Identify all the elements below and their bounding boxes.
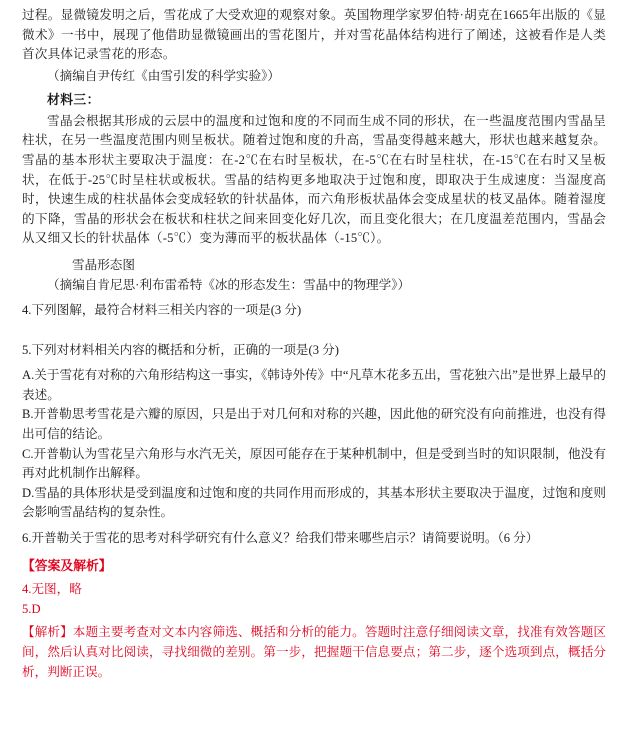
question-5-option-a: A.关于雪花有对称的六角形结构这一事实，《韩诗外传》中“凡草木花多五出，雪花独六出”是世界上最早的表述。 xyxy=(22,368,606,402)
question-5-option-d: D.雪晶的具体形状是受到温度和过饱和度的共同作用而形成的，其基本形状主要取决于温度，过饱和度则会影响雪晶结构的复杂性。 xyxy=(22,485,606,520)
question-6: 6.开普勒关于雪花的思考对科学研究有什么意义？给我们带来哪些启示？请简要说明。（6 分） xyxy=(22,530,539,545)
question-5-option-b: B.开普勒思考雪花是六瓣的原因，只是出于对几何和对称的兴趣，因此他的研究没有向前推进，也没有得出可信的结论。 xyxy=(22,407,606,441)
question-4: 4.下列图解，最符合材料三相关内容的一项是(3 分) xyxy=(22,302,302,317)
question-5-option-c: C.开普勒认为雪花呈六角形与水汽无关，原因可能存在于某种机制中，但是受到当时的知识限制，他没有再对此机制作出解释。 xyxy=(22,446,606,481)
answer-line-5: 5.D xyxy=(22,602,41,617)
top-source-citation: （摘编自尹传红《由雪引发的科学实验》） xyxy=(47,68,280,83)
material-source-citation: （摘编自肯尼思·利布雷希特《冰的形态发生：雪晶中的物理学》） xyxy=(47,277,411,292)
figure-caption: 雪晶形态图 xyxy=(72,257,135,272)
answer-line-4: 4.无图，略 xyxy=(22,582,82,597)
answer-space-q4 xyxy=(22,321,606,335)
answer-section-heading: 【答案及解析】 xyxy=(22,559,112,574)
material-three-body: 雪晶会根据其形成的云层中的温度和过饱和度的不同而生成不同的形状，在一些温度范围内雪晶呈柱状，在另一些温度范围内则呈板状。随着过饱和度的升高，雪晶变得越来越大，形状也越来越复杂。雪晶的基本形状主要取决于温度：在-2℃在右时呈板状，在-5℃在右时呈柱状，在-15℃在右时又呈板状，在低于-25℃时呈柱状或板状。雪晶的结构更多地取决于过饱和度，即取决于生成速度：当湿度高时，快速生成的柱状晶体会变成轻软的针状晶体，而六角形板状晶体会变成星状的枝叉晶体。随着湿度的下降，雪晶的形状会在板状和柱状之间来回变化好几次，而且变化很大；在几度温差范围内，雪晶会从又细又长的针状晶体（-5℃）变为薄而平的板状晶体（-15℃）。 xyxy=(22,113,606,246)
question-5: 5.下列对材料相关内容的概括和分析，正确的一项是(3 分) xyxy=(22,342,339,357)
material-three-heading: 材料三： xyxy=(47,92,100,107)
analysis-paragraph: 【解析】本题主要考查对文本内容筛选、概括和分析的能力。答题时注意仔细阅读文章，找准有效答题区间，然后认真对比阅读，寻找细微的差别。第一步，把握题干信息要点；第二步，逐个选项到点，概括分析，判断正误。 xyxy=(22,625,606,679)
top-paragraph: 过程。显微镜发明之后，雪花成了大受欢迎的观察对象。英国物理学家罗伯特·胡克在1665年出版的《显微术》一书中，展现了他借助显微镜画出的雪花图片，并对雪花晶体结构进行了阐述，这被看作是人类首次具体记录雪花的形态。 xyxy=(22,8,606,62)
